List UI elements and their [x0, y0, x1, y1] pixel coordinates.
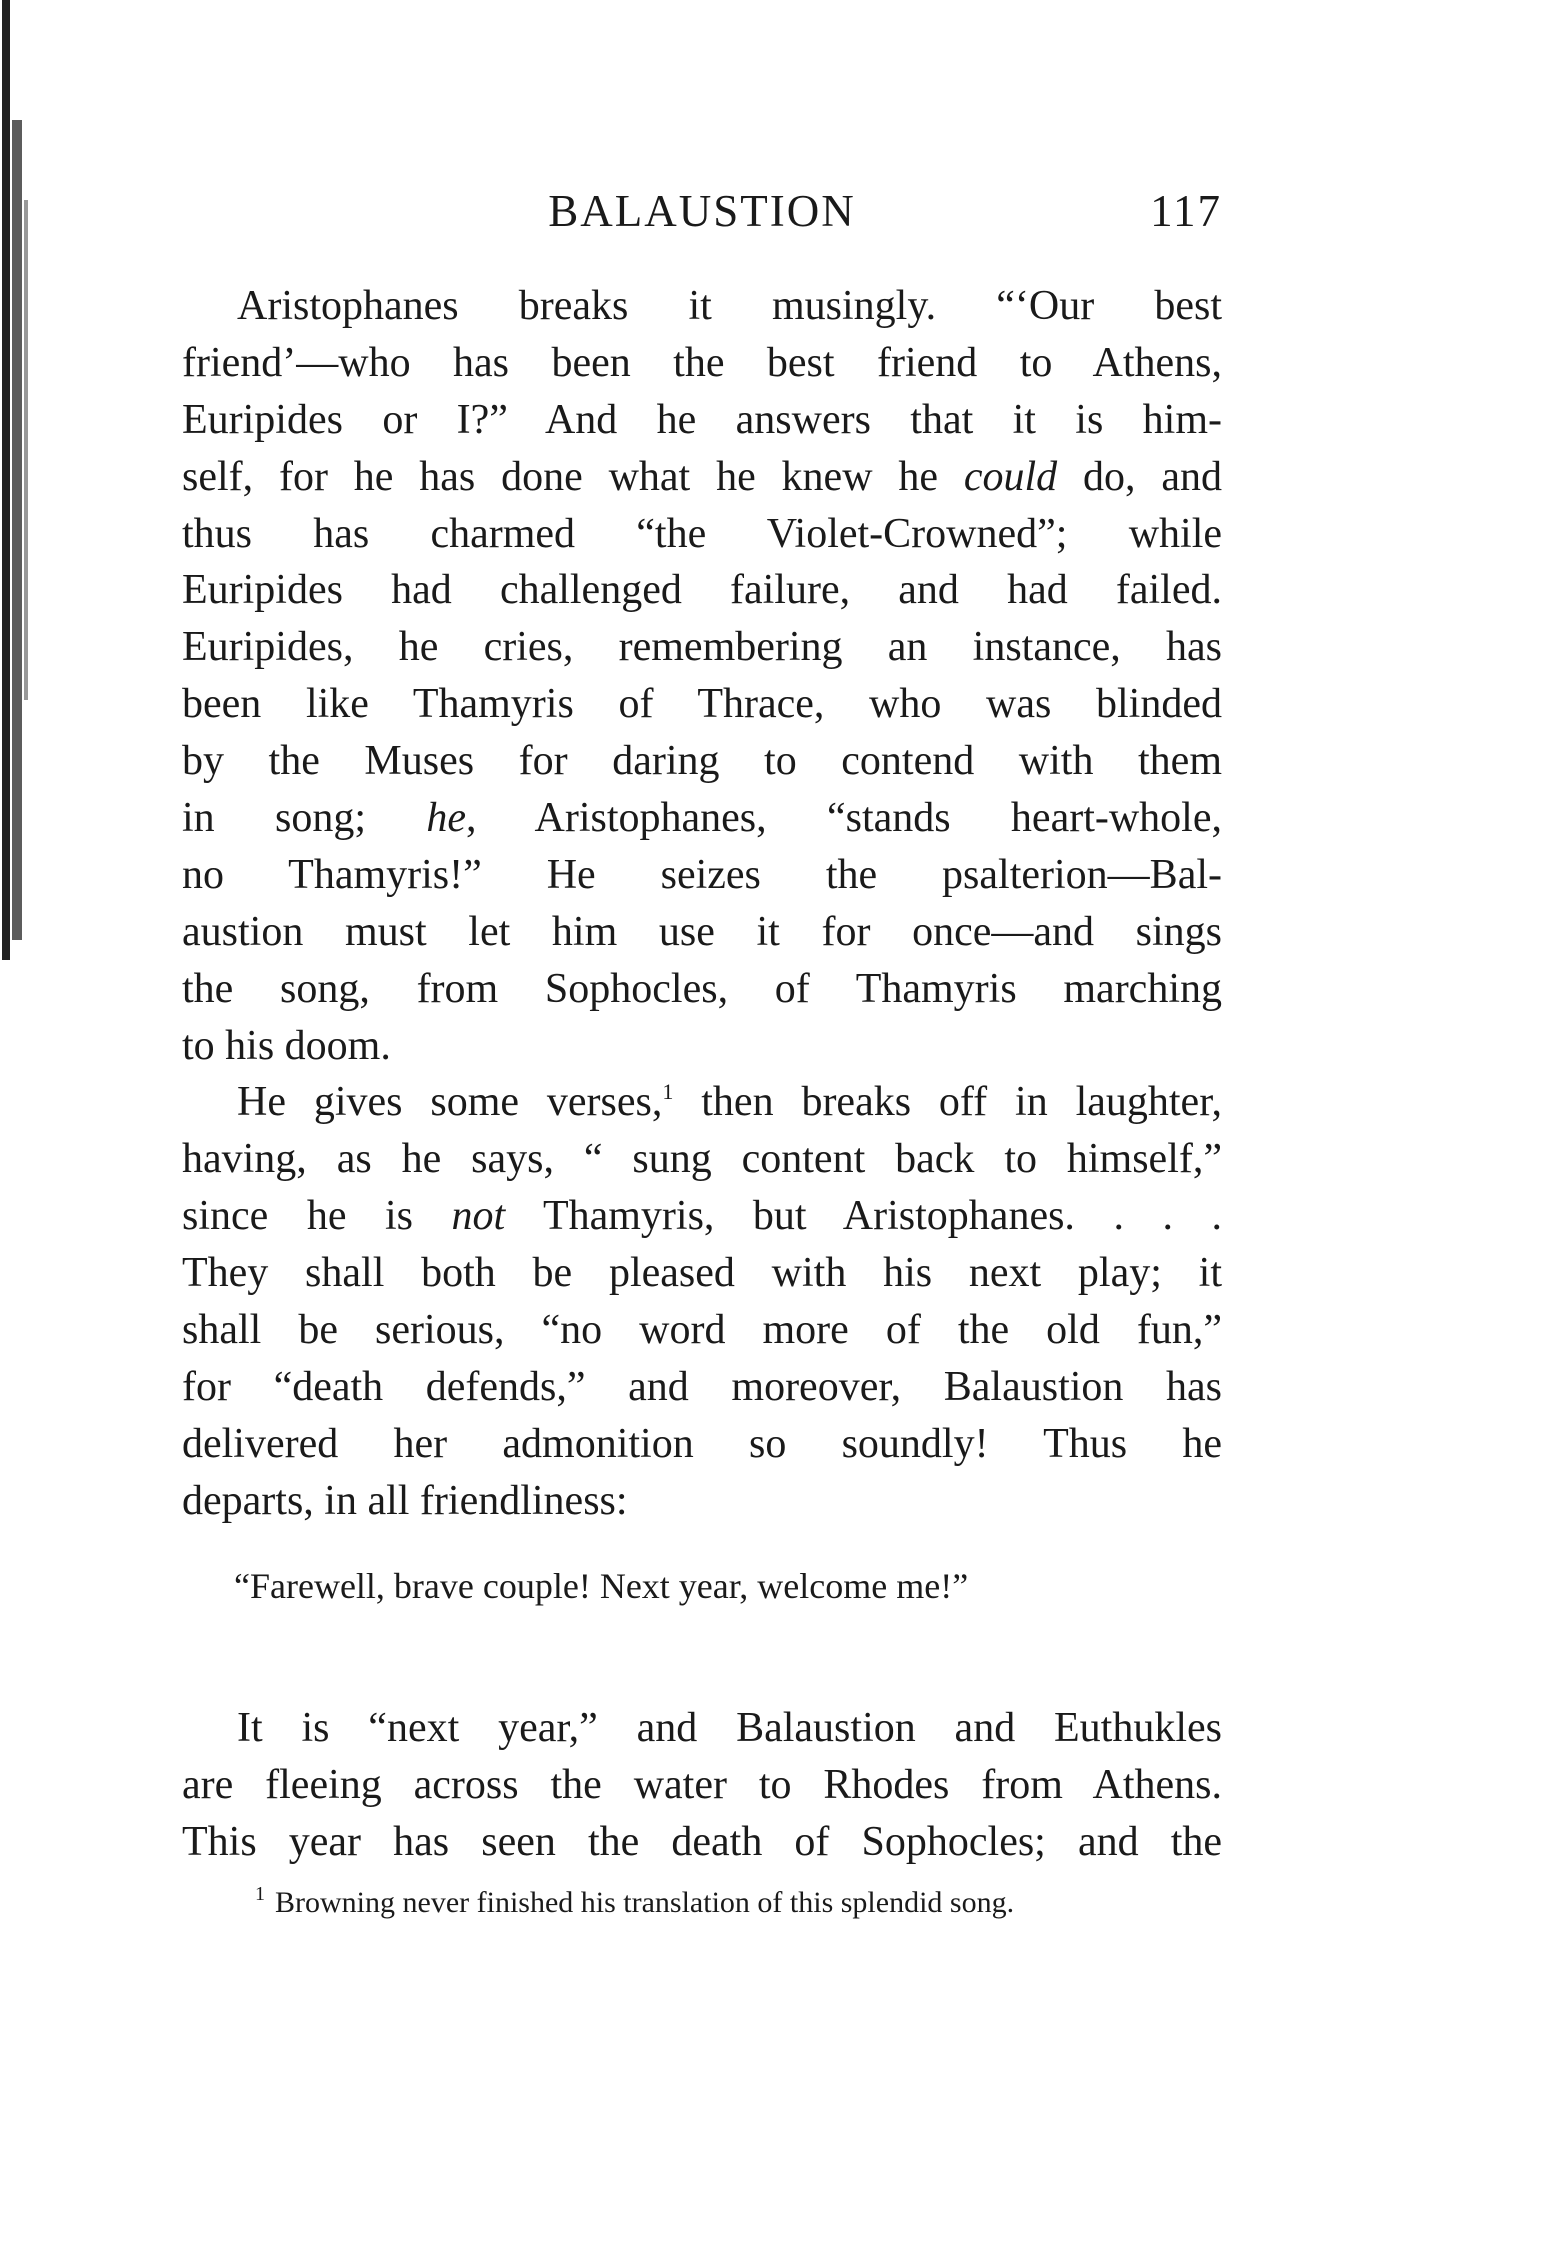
page-number: 117: [1150, 186, 1222, 236]
text-line: Euripides had challenged failure, and had failed.: [182, 567, 1222, 614]
text-line: thus has charmed “the Violet-Crowned”; while: [182, 510, 1222, 557]
text-line: [182, 1074, 1222, 1131]
running-title: BALAUSTION: [548, 186, 856, 236]
text-line: [182, 1188, 1222, 1245]
text-line: They shall both be pleased with his next play; it: [182, 1250, 1222, 1297]
paragraph-3: [182, 1700, 1222, 1871]
text-segment: do, and: [1057, 453, 1222, 500]
running-header: [182, 185, 1222, 245]
text-line: no Thamyris!” He seizes the psalterion—Bal-: [182, 851, 1222, 898]
italic-word: he: [426, 795, 466, 842]
text-line: austion must let him use it for once—and sings: [182, 908, 1222, 955]
paragraph-1: [182, 278, 1222, 1074]
text-line: delivered her admonition so soundly! Thus he: [182, 1420, 1222, 1467]
text-segment: He gives some verses,: [237, 1079, 663, 1126]
footnote-reference: 1: [662, 1079, 674, 1105]
text-segment: then breaks off in laughter,: [673, 1079, 1222, 1126]
text-line: Euripides or I?” And he answers that it is him-: [182, 396, 1222, 443]
text-line: Euripides, he cries, remembering an instance, has: [182, 624, 1222, 671]
text-line: by the Muses for daring to contend with them: [182, 738, 1222, 785]
text-line: [182, 790, 1222, 847]
text-segment: in song;: [182, 795, 427, 842]
text-line: are fleeing across the water to Rhodes from Athens.: [182, 1761, 1222, 1808]
text-segment: , Aristophanes, “stands heart-whole,: [466, 795, 1222, 842]
footnote-text: Browning never finished his translation of this splendid song.: [275, 1886, 1015, 1919]
text-line: Aristophanes breaks it musingly. “‘Our best: [237, 283, 1222, 329]
italic-word: could: [963, 453, 1058, 500]
text-line: been like Thamyris of Thrace, who was blinded: [182, 681, 1222, 728]
body-text: [182, 278, 1222, 1530]
text-line: the song, from Sophocles, of Thamyris marching: [182, 965, 1222, 1012]
text-segment: since he is: [182, 1193, 452, 1240]
italic-word: not: [451, 1193, 506, 1240]
text-line: friend’—who has been the best friend to Athens,: [182, 339, 1222, 386]
text-line: [182, 449, 1222, 506]
text-line: for “death defends,” and moreover, Balaustion has: [182, 1363, 1222, 1410]
footnote: [255, 1883, 1215, 1920]
text-line: It is “next year,” and Balaustion and Euthukles: [237, 1705, 1222, 1751]
text-line: departs, in all friendliness:: [182, 1477, 628, 1524]
text-line: having, as he says, “ sung content back to himself,”: [182, 1136, 1222, 1183]
text-segment: self, for he has done what he knew he: [182, 453, 964, 500]
text-line: shall be serious, “no word more of the old fun,”: [182, 1307, 1222, 1354]
footnote-marker: 1: [255, 1883, 265, 1905]
paragraph-2: [182, 1074, 1222, 1529]
text-line: to his doom.: [182, 1022, 391, 1069]
body-text-continued: [182, 1700, 1222, 1871]
verse-quotation: “Farewell, brave couple! Next year, welcome me!”: [234, 1566, 969, 1606]
binding-edge-shadow: [0, 0, 40, 960]
text-segment: Thamyris, but Aristophanes. . . .: [505, 1193, 1222, 1240]
text-line: This year has seen the death of Sophocles; and the: [182, 1818, 1222, 1865]
